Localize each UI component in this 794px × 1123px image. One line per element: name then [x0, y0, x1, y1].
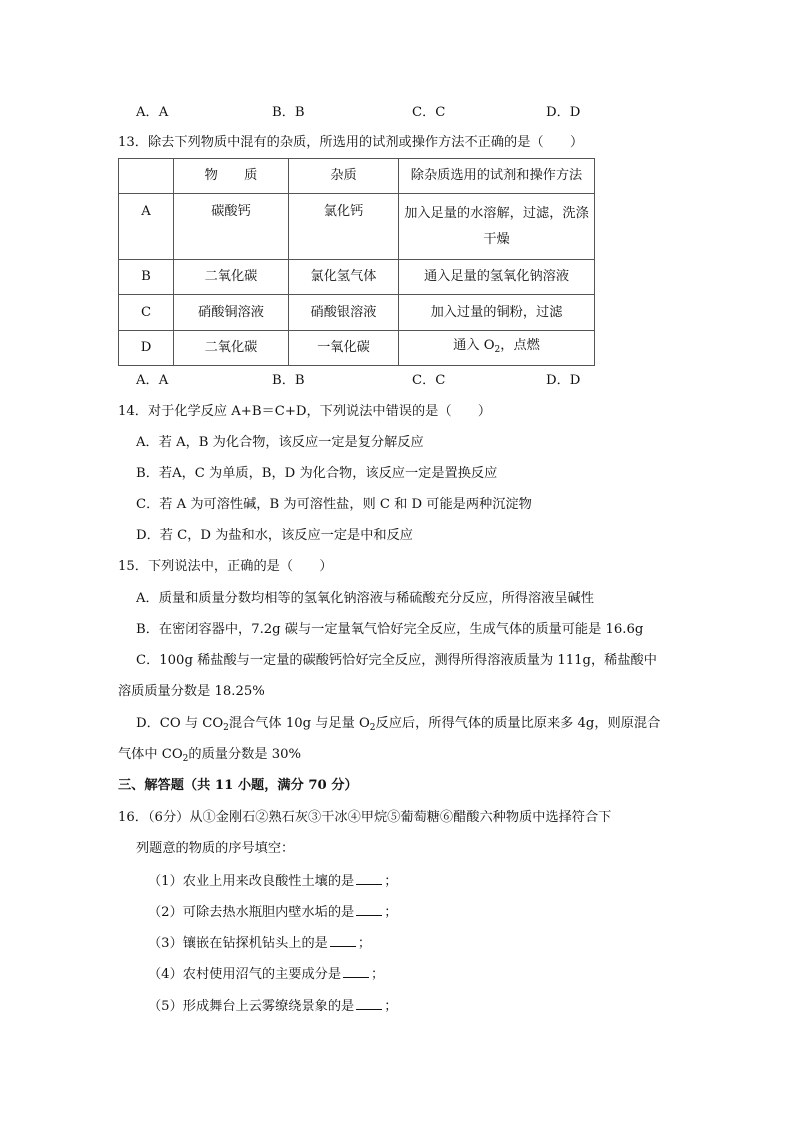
q16-item — [148, 872, 397, 891]
q15-stem: 15．下列说法中，正确的是（ ） — [118, 559, 333, 574]
item-text: （4）农村使用沼气的主要成分是 — [148, 967, 342, 982]
table-header-cell: 杂质 — [289, 159, 399, 194]
end-mark: ； — [357, 936, 372, 951]
q12-option-d: D．D — [546, 105, 581, 120]
table-header-cell — [119, 159, 174, 194]
row-method: 通入足量的氢氧化钠溶液 — [399, 260, 595, 295]
item-text: （2）可除去热水瓶胆内壁水垢的是 — [148, 905, 355, 920]
text: D．CO 与 CO — [136, 716, 224, 731]
subscript: 2 — [494, 345, 501, 355]
q14-option-a: A．若 A，B 为化合物，该反应一定是复分解反应 — [136, 435, 424, 450]
table-header-cell: 物 质 — [174, 159, 289, 194]
table-row — [119, 331, 595, 366]
row-method — [399, 194, 595, 260]
row-impurity: 氯化氢气体 — [289, 260, 399, 295]
row-method — [399, 331, 595, 366]
q16-stem-line1: 16．（6分）从①金刚石②熟石灰③干冰④甲烷⑤葡萄糖⑥醋酸六种物质中选择符合下 — [118, 810, 612, 825]
q15-option-c-line1: C．100g 稀盐酸与一定量的碳酸钙恰好完全反应，测得所得溶液质量为 111g，稀盐酸中 — [136, 653, 657, 668]
method-text: 通入 O — [453, 338, 495, 353]
item-text: （5）形成舞台上云雾缭绕景象的是 — [148, 999, 355, 1014]
table-row — [119, 194, 595, 260]
q15-option-d-line1 — [136, 715, 660, 737]
row-substance: 碳酸钙 — [174, 194, 289, 260]
text: 气体中 CO — [118, 747, 183, 762]
q14-stem: 14．对于化学反应 A+B＝C+D，下列说法中错误的是（ ） — [118, 404, 492, 419]
q16-item — [148, 997, 397, 1016]
q15-option-b: B．在密闭容器中，7.2g 碳与一定量氧气恰好完全反应，生成气体的质量可能是 16.6g — [136, 622, 644, 637]
q13-table — [118, 158, 595, 366]
q16-item — [148, 903, 397, 922]
table-header-cell: 除杂质选用的试剂和操作方法 — [399, 159, 595, 194]
q14-option-b: B．若A，C 为单质，B，D 为化合物，该反应一定是置换反应 — [136, 466, 498, 481]
row-substance: 二氧化碳 — [174, 331, 289, 366]
subscript: 2 — [182, 754, 189, 764]
subscript: 2 — [223, 723, 229, 733]
q12-option-c: C．C — [412, 105, 446, 120]
row-impurity: 硝酸银溶液 — [289, 295, 399, 331]
table-row — [119, 295, 595, 331]
row-substance: 二氧化碳 — [174, 260, 289, 295]
item-text: （3）镶嵌在钻探机钻头上的是 — [148, 936, 328, 951]
q16-item — [148, 965, 384, 984]
table-row — [119, 260, 595, 295]
row-method-line1: 加入足量的水溶解，过滤，洗涤 — [404, 205, 589, 221]
q14-option-d: D．若 C，D 为盐和水，该反应一定是中和反应 — [136, 528, 413, 543]
subscript: 2 — [369, 723, 376, 733]
q16-stem-line2: 列题意的物质的序号填空： — [136, 841, 295, 856]
q13-option-d: D．D — [546, 373, 581, 388]
item-text: （1）农业上用来改良酸性土壤的是 — [148, 874, 355, 889]
text: 混合气体 10g 与足量 O — [228, 716, 370, 731]
q16-item — [148, 934, 371, 953]
answer-blank[interactable] — [330, 934, 356, 947]
row-substance: 硝酸铜溶液 — [174, 295, 289, 331]
row-label: A — [119, 194, 174, 260]
end-mark: ； — [384, 999, 398, 1014]
row-method-line2: 干燥 — [483, 231, 510, 247]
section-title: 三、解答题（共 11 小题，满分 70 分） — [118, 778, 358, 793]
q13-option-a: A．A — [136, 373, 169, 388]
method-text: ，点燃 — [500, 338, 540, 353]
row-label: B — [119, 260, 174, 295]
end-mark: ； — [384, 905, 398, 920]
row-method: 加入过量的铜粉，过滤 — [399, 295, 595, 331]
answer-blank[interactable] — [356, 997, 382, 1010]
q12-option-b: B．B — [272, 105, 305, 120]
q15-option-d-line2 — [118, 746, 301, 768]
answer-blank[interactable] — [343, 965, 369, 978]
answer-blank[interactable] — [356, 903, 382, 916]
row-impurity: 一氧化碳 — [289, 331, 399, 366]
q13-option-b: B．B — [272, 373, 305, 388]
text: 反应后，所得气体的质量比原来多 4g，则原混合 — [375, 716, 661, 731]
answer-blank[interactable] — [356, 872, 382, 885]
q14-option-c: C．若 A 为可溶性碱，B 为可溶性盐，则 C 和 D 可能是两种沉淀物 — [136, 497, 532, 512]
end-mark: ； — [384, 874, 398, 889]
q15-option-c-line2: 溶质质量分数是 18.25% — [118, 684, 265, 699]
row-label: D — [119, 331, 174, 366]
table-header-row — [119, 159, 595, 194]
q15-option-a: A．质量和质量分数均相等的氢氧化钠溶液与稀硫酸充分反应，所得溶液呈碱性 — [136, 591, 594, 606]
q12-option-a: A．A — [136, 105, 169, 120]
end-mark: ； — [371, 967, 385, 982]
row-label: C — [119, 295, 174, 331]
q13-option-c: C．C — [412, 373, 446, 388]
q13-stem: 13．除去下列物质中混有的杂质，所选用的试剂或操作方法不正确的是（ ） — [118, 135, 584, 150]
row-impurity: 氯化钙 — [289, 194, 399, 260]
text: 的质量分数是 30% — [188, 747, 302, 762]
